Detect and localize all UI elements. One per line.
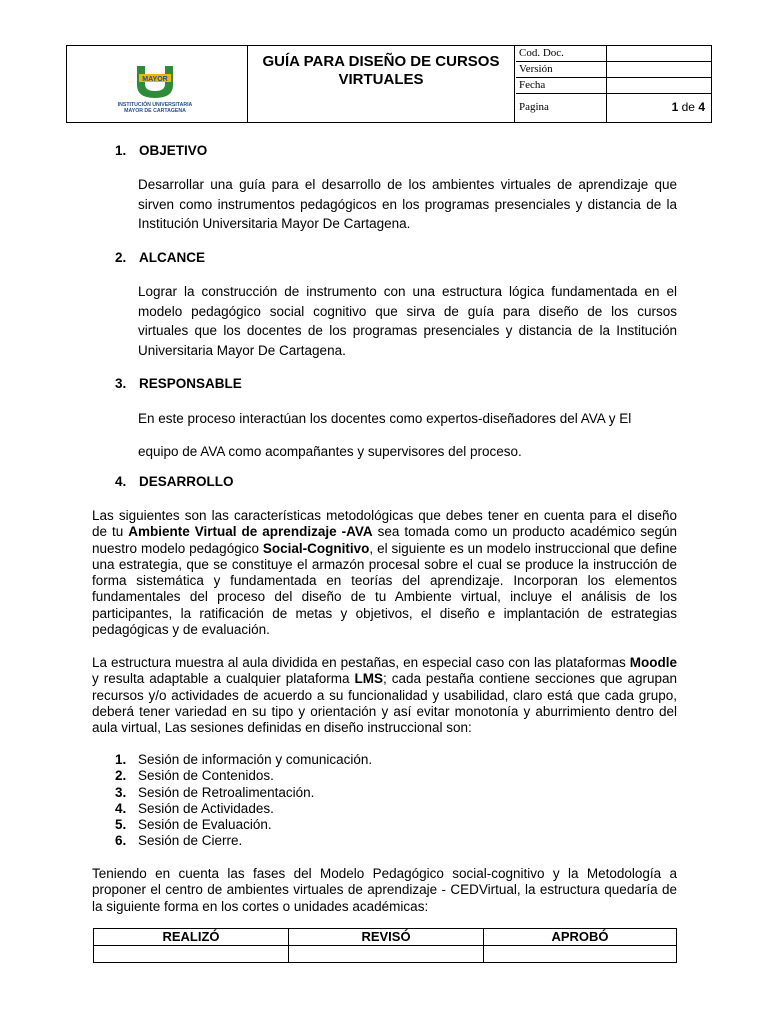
header-labels bbox=[516, 46, 607, 122]
text-line: Universitaria Mayor De Cartagena. bbox=[138, 342, 346, 358]
svg-text:INSTITUCIÓN UNIVERSITARIA: INSTITUCIÓN UNIVERSITARIA bbox=[117, 102, 193, 108]
list-item: 1. Sesión de información y comunicación. bbox=[115, 752, 373, 767]
logo-cell bbox=[67, 46, 248, 122]
value-version bbox=[607, 62, 711, 78]
label-version: Versión bbox=[516, 62, 606, 78]
label-pagina: Pagina bbox=[519, 101, 549, 113]
signature-header-reviso: REVISÓ bbox=[289, 929, 483, 946]
list-item: 6. Sesión de Cierre. bbox=[115, 833, 243, 849]
svg-text:MAYOR DE CARTAGENA: MAYOR DE CARTAGENA bbox=[124, 108, 186, 114]
section-text-alcance bbox=[138, 282, 677, 360]
title-line-2: VIRTUALES bbox=[338, 71, 424, 88]
page-number: 1 de 4 bbox=[671, 100, 705, 114]
section-heading-objetivo: 1. OBJETIVO bbox=[115, 143, 208, 158]
header-values bbox=[607, 46, 711, 122]
list-item: 3. Sesión de Retroalimentación. bbox=[115, 784, 315, 800]
desarrollo-paragraph-3: Teniendo en cuenta las fases del Modelo Pedagógico social-cognitivo y la Metodología a proponer el centro de ambientes virtuales de aprendizaje - CEDVirtual, la estructura quedaría de la siguiente forma en los cortes o unidades académicas: bbox=[92, 866, 677, 914]
list-item: 2. Sesión de Contenidos. bbox=[115, 768, 274, 784]
label-cod-doc: Cod. Doc. bbox=[516, 46, 606, 62]
section-text-objetivo bbox=[138, 175, 677, 234]
list-item: 5. Sesión de Evaluación. bbox=[115, 817, 272, 833]
institution-logo bbox=[115, 64, 195, 114]
signature-table bbox=[93, 928, 677, 963]
section-heading-alcance: 2. ALCANCE bbox=[115, 250, 205, 265]
section-text-responsable-2: equipo de AVA como acompañantes y supervisores del proceso. bbox=[138, 444, 522, 459]
desarrollo-paragraph-1: Las siguientes son las características metodológicas que debes tener en cuenta para el diseño de tu Ambiente Virtual de aprendizaje -AVA sea tomada como un producto académico según nuestro modelo pedagógico Social-Cognitivo, el siguiente es un modelo instruccional que define una estrategia, que se constituye el armazón procesal sobre el cual se produce la instrucción de forma sistemática y fundamentada en teorías del aprendizaje. Incorporan los elementos fundamentales del proceso del diseño de tu Ambiente virtual, incluye el análisis de los participantes, la ratificación de metas y objetivos, el diseño e implantación de estrategias pedagógicas y de evaluación. bbox=[92, 508, 678, 638]
document-title bbox=[248, 46, 515, 122]
section-text-responsable-1: En este proceso interactúan los docentes como expertos-diseñadores del AVA y El bbox=[138, 411, 632, 426]
desarrollo-paragraph-2: La estructura muestra al aula dividida en pestañas, en especial caso con las plataformas Moodle y resulta adaptable a cualquier plataforma LMS; cada pestaña contiene secciones que agrupan recursos y/o actividades de acuerdo a su funcionalidad y usabilidad, claro está que cada grupo, deberá tener variedad en su tipo y orientación y así evitar monotonía y aburrimiento dentro del aula virtual, Las sesiones definidas en diseño instruccional son: bbox=[92, 655, 677, 736]
text-line: Desarrollar una guía para el desarrollo de los ambientes virtuales de aprendizaje que bbox=[138, 177, 677, 192]
sessions-list bbox=[115, 752, 372, 850]
value-pagina bbox=[607, 94, 711, 122]
svg-text:MAYOR: MAYOR bbox=[142, 76, 168, 83]
signature-col-aprobo bbox=[484, 929, 676, 962]
document-header-table bbox=[66, 45, 712, 123]
section-heading-responsable: 3. RESPONSABLE bbox=[115, 376, 242, 391]
section-heading-desarrollo: 4. DESARROLLO bbox=[115, 474, 234, 489]
text-line: Lograr la construcción de instrumento con una estructura lógica fundamentada en el bbox=[138, 284, 677, 299]
signature-header-realizo: REALIZÓ bbox=[94, 929, 288, 946]
signature-col-reviso bbox=[289, 929, 484, 962]
signature-col-realizo bbox=[94, 929, 289, 962]
signature-header-aprobo: APROBÓ bbox=[484, 929, 676, 946]
text-line: virtuales que los docentes de los programas presenciales y distancia de la Institución bbox=[138, 323, 677, 338]
list-item: 4. Sesión de Actividades. bbox=[115, 800, 274, 816]
value-cod-doc bbox=[607, 46, 711, 62]
text-line: Institución Universitaria Mayor De Cartagena. bbox=[138, 216, 411, 231]
value-fecha bbox=[607, 78, 711, 94]
label-fecha: Fecha bbox=[516, 78, 606, 94]
title-line-1: GUÍA PARA DISEÑO DE CURSOS bbox=[262, 53, 500, 70]
text-line: sirven como instrumentos pedagógicos en los programas presenciales y distancia de la bbox=[138, 196, 677, 212]
text-line: modelo pedagógico social cognitivo que sirva de guía para diseño de los cursos bbox=[138, 303, 677, 319]
